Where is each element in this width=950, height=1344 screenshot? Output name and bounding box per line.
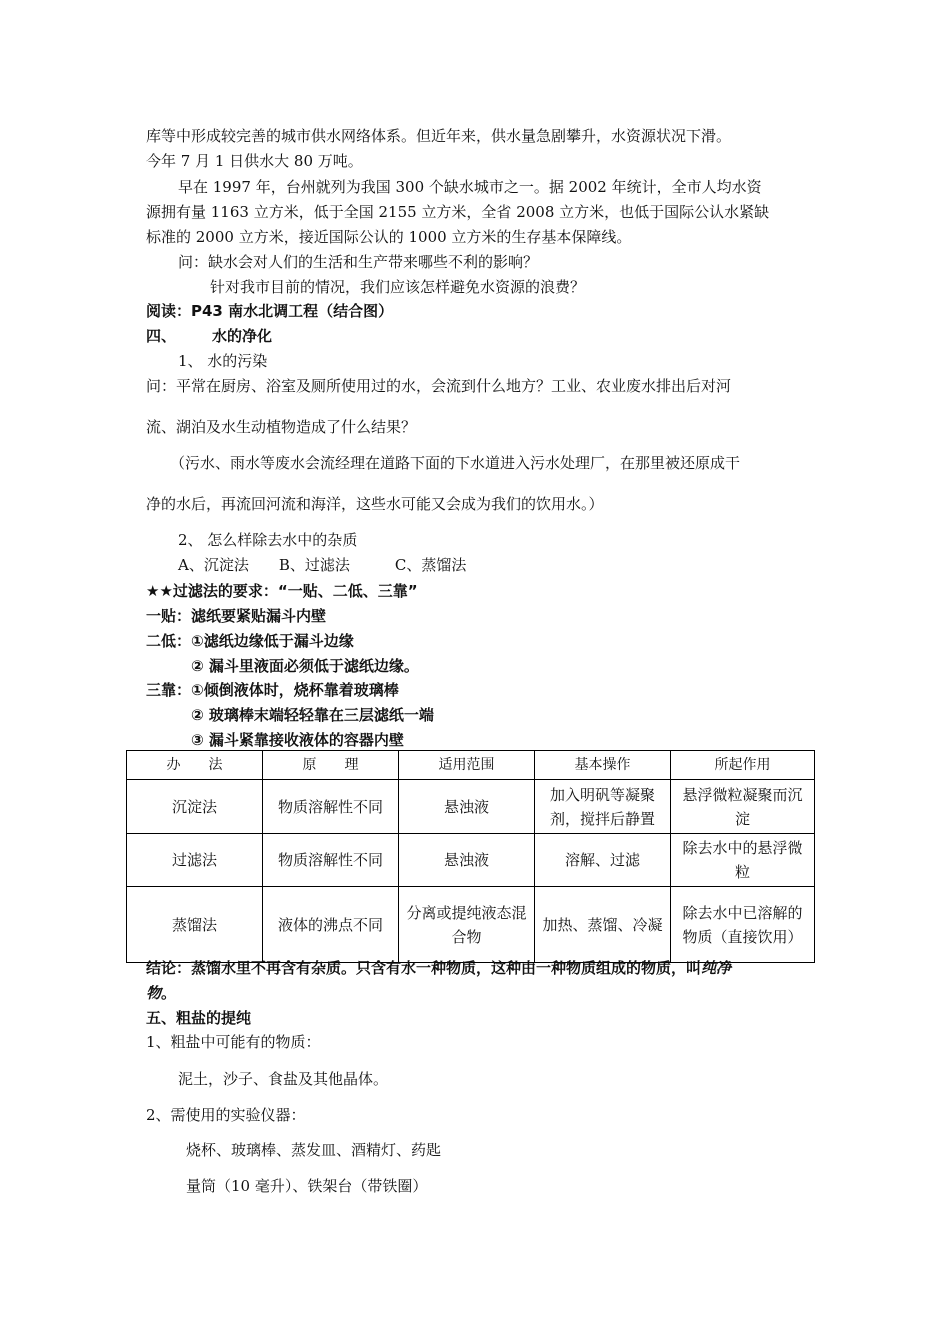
- subsection-heading: 2、 怎么样除去水中的杂质: [178, 531, 358, 549]
- table-cell: 加热、蒸馏、冷凝: [535, 887, 671, 963]
- table-header: 适用范围: [399, 751, 535, 780]
- section4-title: 水的净化: [212, 327, 273, 345]
- section4-number: 四、: [146, 327, 177, 345]
- conclusion-line: [146, 982, 176, 1004]
- filtration-rule: 二低：①滤纸边缘低于漏斗边缘: [146, 632, 354, 650]
- table-header: 原 理: [263, 751, 399, 780]
- list-item-content: 烧杯、玻璃棒、蒸发皿、酒精灯、药匙: [186, 1141, 442, 1159]
- table-cell: 分离或提纯液态混合物: [399, 887, 535, 963]
- table-cell: 过滤法: [127, 834, 263, 887]
- question-1: 问：缺水会对人们的生活和生产带来哪些不利的影响？: [178, 253, 539, 271]
- table-cell: 加入明矾等凝聚剂，搅拌后静置: [535, 780, 671, 834]
- table-header: 所起作用: [671, 751, 815, 780]
- subsection-heading: 1、 水的污染: [178, 352, 268, 370]
- list-item: 1、粗盐中可能有的物质：: [146, 1033, 321, 1051]
- paragraph-line: 库等中形成较完善的城市供水网络体系。但近年来，供水量急剧攀升，水资源状况下滑。: [146, 127, 732, 145]
- conclusion-term: 纯净: [701, 959, 732, 977]
- conclusion-term: 物: [146, 984, 162, 1002]
- paragraph-line: 今年 7 月 1 日供水大 80 万吨。: [146, 152, 363, 170]
- conclusion-text: 结论：蒸馏水里不再含有杂质。只含有水一种物质，这种由一种物质组成的物质，叫: [146, 959, 702, 977]
- table-row: [127, 780, 815, 834]
- question-line: 流、湖泊及水生动植物造成了什么结果？: [146, 418, 417, 436]
- table-cell: 物质溶解性不同: [263, 780, 399, 834]
- methods-line: A、沉淀法 B、过滤法 C、蒸馏法: [178, 556, 467, 574]
- paragraph-line: 标准的 2000 立方米，接近国际公认的 1000 立方米的生存基本保障线。: [146, 228, 632, 246]
- table-cell: 除去水中已溶解的物质（直接饮用）: [671, 887, 815, 963]
- conclusion-text: 。: [161, 984, 177, 1002]
- table-header: 基本操作: [535, 751, 671, 780]
- table-row: [127, 834, 815, 887]
- table-cell: 悬浊液: [399, 834, 535, 887]
- answer-line: （污水、雨水等废水会流经理在道路下面的下水道进入污水处理厂，在那里被还原成干: [170, 454, 741, 472]
- answer-line: 净的水后，再流回河流和海洋，这些水可能又会成为我们的饮用水。）: [146, 495, 604, 513]
- list-item-content: 量筒（10 毫升）、铁架台（带铁圈）: [186, 1177, 428, 1195]
- table-header-row: [127, 751, 815, 780]
- question-2: 针对我市目前的情况，我们应该怎样避免水资源的浪费？: [210, 278, 586, 296]
- filtration-rule: 三靠：①倾倒液体时，烧杯靠着玻璃棒: [146, 681, 399, 699]
- section5-title: 五、粗盐的提纯: [146, 1009, 252, 1027]
- filtration-rule: ② 漏斗里液面必须低于滤纸边缘。: [191, 657, 419, 675]
- table-cell: 悬浊液: [399, 780, 535, 834]
- filtration-heading: ★★过滤法的要求：“一贴、二低、三靠”: [146, 582, 418, 600]
- table-row: [127, 887, 815, 963]
- paragraph-line: 源拥有量 1163 立方米，低于全国 2155 立方米，全省 2008 立方米，也低于国际公认水紧缺: [146, 203, 770, 221]
- conclusion-line: [146, 957, 731, 979]
- question-line: 问：平常在厨房、浴室及厕所使用过的水，会流到什么地方？工业、农业废水排出后对河: [146, 377, 732, 395]
- table-cell: 沉淀法: [127, 780, 263, 834]
- table-cell: 蒸馏法: [127, 887, 263, 963]
- filtration-rule: 一贴：滤纸要紧贴漏斗内壁: [146, 607, 327, 625]
- list-item-content: 泥土，沙子、食盐及其他晶体。: [178, 1070, 389, 1088]
- table-cell: 物质溶解性不同: [263, 834, 399, 887]
- table-cell: 除去水中的悬浮微粒: [671, 834, 815, 887]
- table-cell: 液体的沸点不同: [263, 887, 399, 963]
- table-header: 办 法: [127, 751, 263, 780]
- filtration-rule: ② 玻璃棒末端轻轻靠在三层滤纸一端: [191, 706, 434, 724]
- purification-methods-table: [126, 750, 815, 963]
- table-cell: 溶解、过滤: [535, 834, 671, 887]
- filtration-rule: ③ 漏斗紧靠接收液体的容器内壁: [191, 731, 404, 749]
- table-cell: 悬浮微粒凝聚而沉淀: [671, 780, 815, 834]
- reading-note: 阅读：P43 南水北调工程（结合图）: [146, 302, 394, 320]
- list-item: 2、需使用的实验仪器：: [146, 1106, 306, 1124]
- paragraph-line: 早在 1997 年，台州就列为我国 300 个缺水城市之一。据 2002 年统计，全市人均水资: [178, 178, 762, 196]
